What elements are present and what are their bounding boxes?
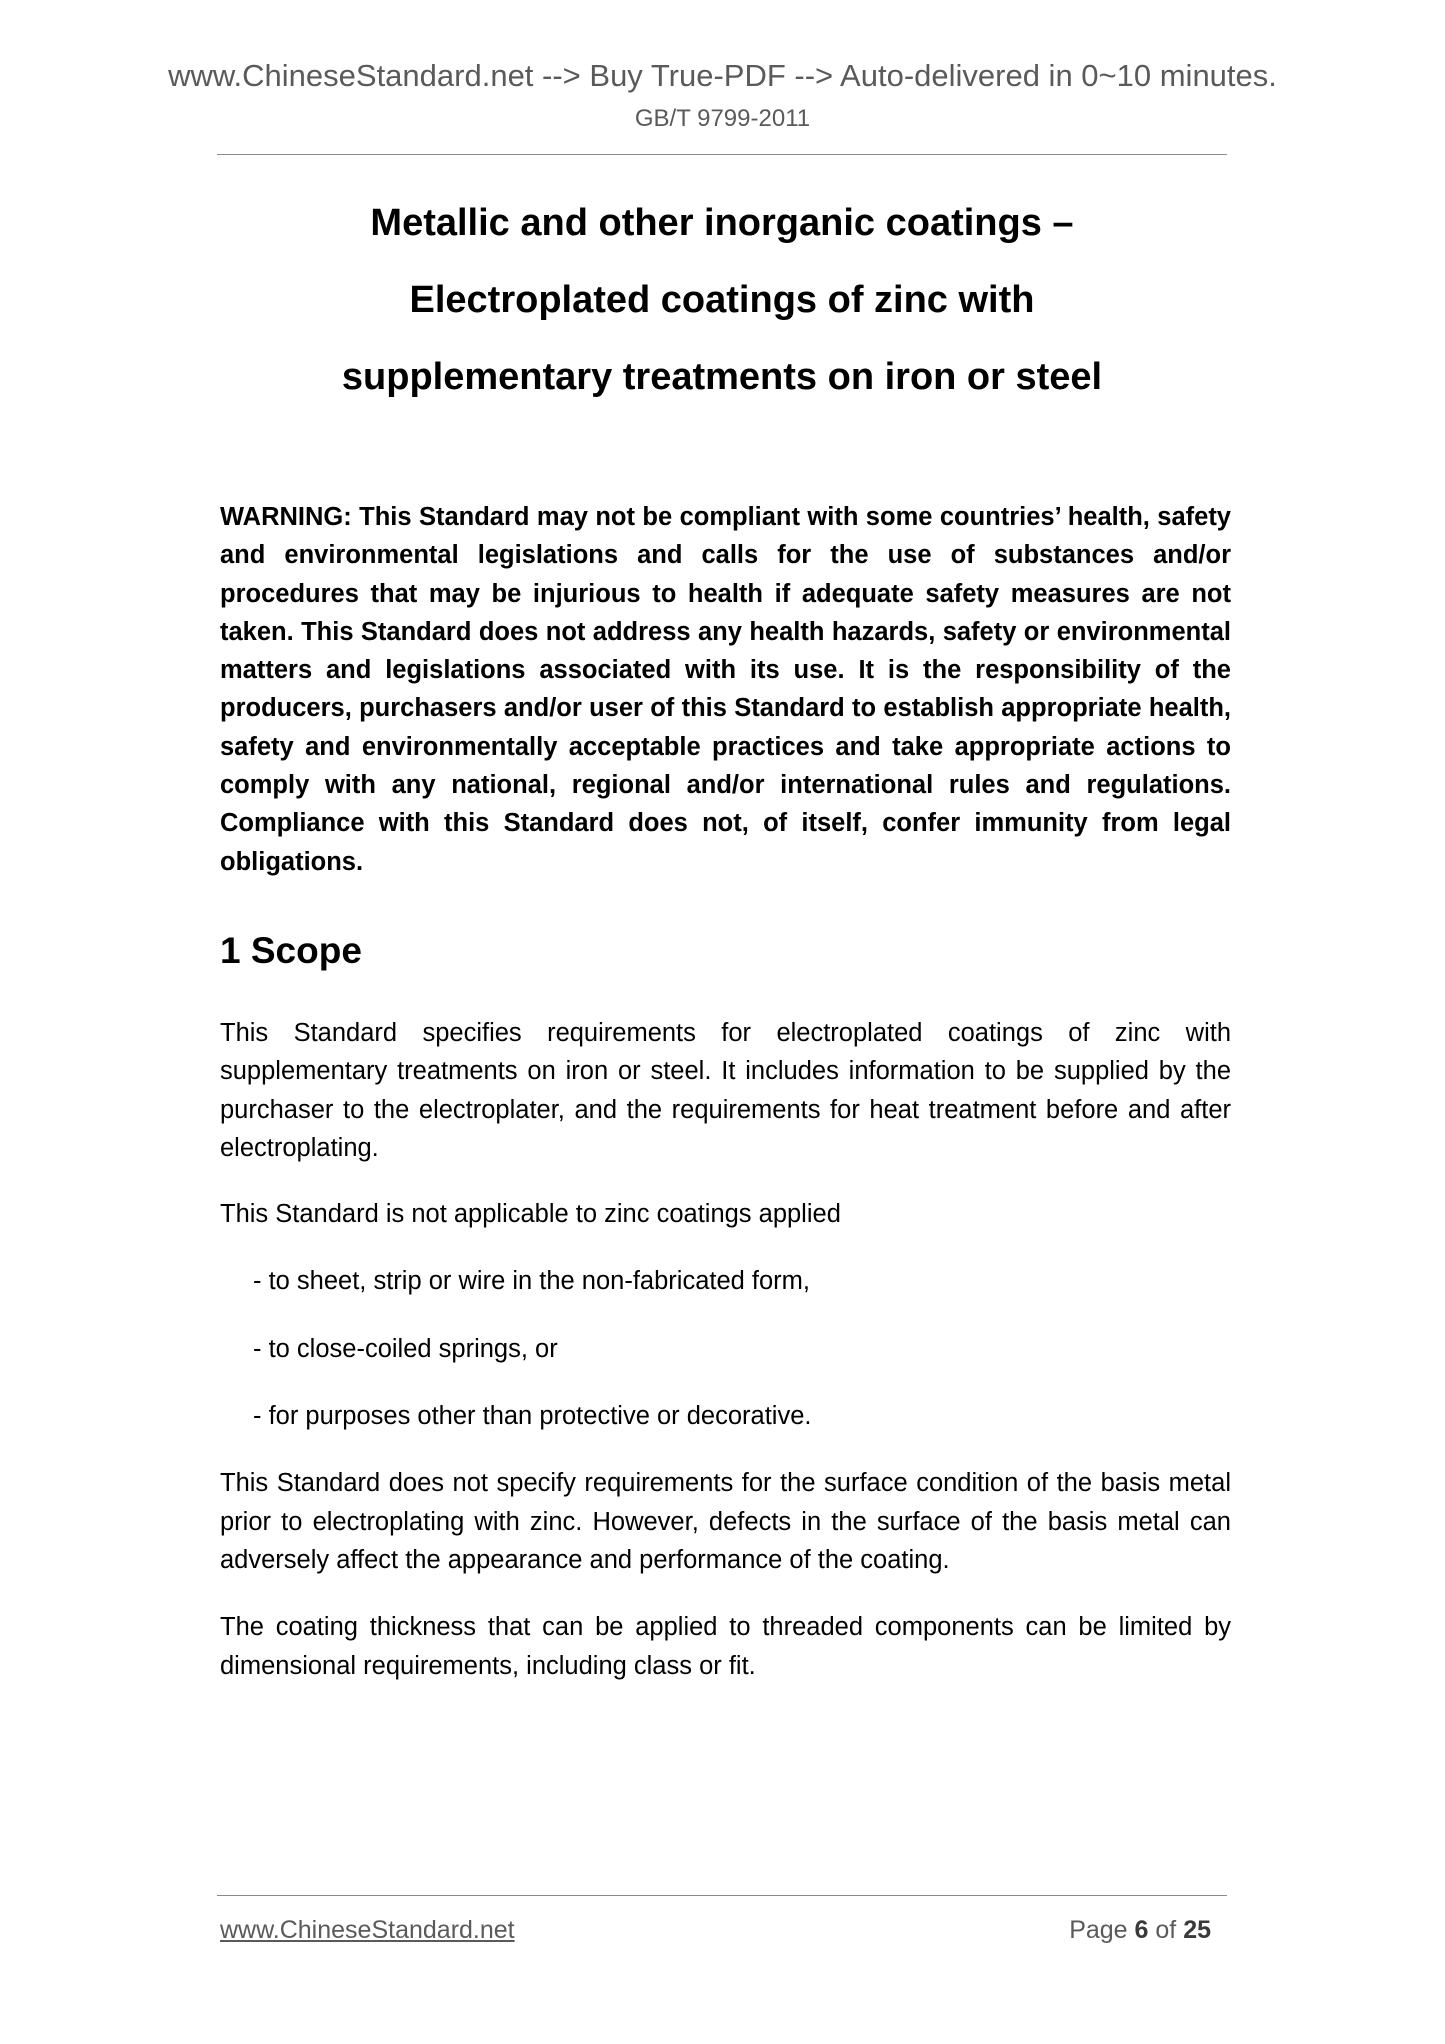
- page-prefix: Page: [1069, 1916, 1135, 1944]
- scope-paragraph: This Standard specifies requirements for electroplated coatings of zinc with supplementary treatments on iron or steel. It includes information to be supplied by the purchaser to the electroplater, and the requirements for heat treatment before and after electroplating.: [220, 1018, 1231, 1162]
- footer-divider: [217, 1895, 1227, 1896]
- title-line: supplementary treatments on iron or steel: [341, 356, 1103, 398]
- footer-website-link[interactable]: www.ChineseStandard.net: [220, 1916, 515, 1944]
- title-line: Electroplated coatings of zinc with: [409, 279, 1035, 321]
- page-number: [1069, 1913, 1211, 1947]
- page-of: of: [1148, 1916, 1184, 1944]
- list-item: - to close-coiled springs, or: [253, 1334, 558, 1363]
- header-divider: [217, 154, 1227, 155]
- title-line: Metallic and other inorganic coatings –: [370, 202, 1074, 244]
- standard-code: GB/T 9799-2011: [634, 105, 811, 132]
- page-total: 25: [1183, 1916, 1211, 1944]
- page-current: 6: [1134, 1916, 1149, 1944]
- section-heading-scope: 1 Scope: [220, 929, 362, 971]
- warning-paragraph: WARNING: This Standard may not be compliant with some countries’ health, safety and environmental legislations and calls for the use of substances and/or procedures that may be injurious to health if adequate safety measures are not taken. This Standard does not address any health hazards, safety or environmental matters and legislations associated with its use. It is the responsibility of the producers, purchasers and/or user of this Standard to establish appropriate health, safety and environmentally acceptable practices and take appropriate actions to comply with any national, regional and/or international rules and regulations. Compliance with this Standard does not, of itself, confer immunity from legal obligations.: [220, 503, 1231, 876]
- document-title: [217, 185, 1227, 416]
- list-item: - to sheet, strip or wire in the non-fabricated form,: [253, 1267, 810, 1296]
- document-body: [220, 498, 1231, 1685]
- scope-paragraph: This Standard is not applicable to zinc coatings applied: [220, 1200, 841, 1229]
- header-banner: www.ChineseStandard.net --> Buy True-PDF --> Auto-delivered in 0~10 minutes.: [168, 58, 1277, 93]
- scope-paragraph: The coating thickness that can be applied to threaded components can be limited by dimensional requirements, including class or fit.: [220, 1613, 1231, 1680]
- scope-paragraph: This Standard does not specify requirements for the surface condition of the basis metal prior to electroplating with zinc. However, defects in the surface of the basis metal can adversely affect the appearance and performance of the coating.: [220, 1469, 1231, 1574]
- list-item: - for purposes other than protective or decorative.: [253, 1402, 812, 1431]
